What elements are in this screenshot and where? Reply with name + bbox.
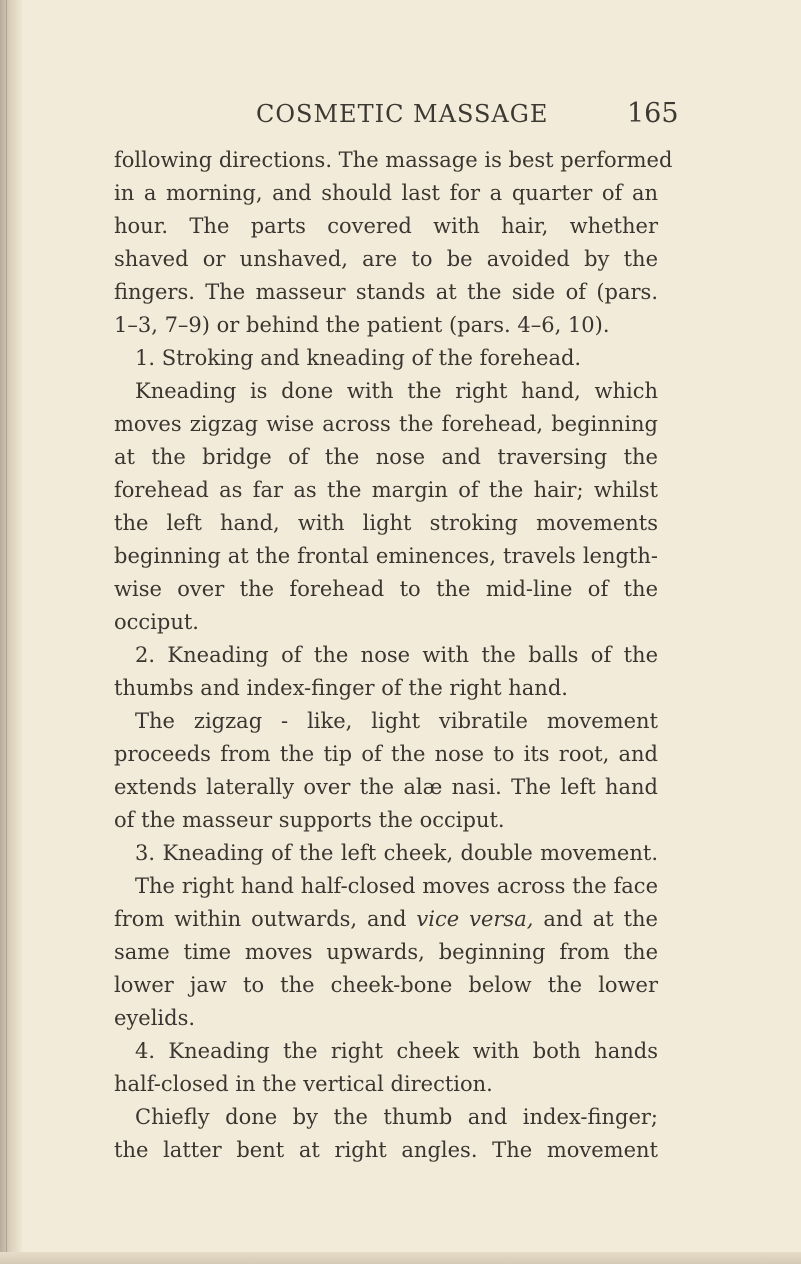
text-line: 1–3, 7–9) or behind the patient (pars. 4–6, 10). bbox=[114, 313, 610, 337]
binding-line bbox=[6, 0, 7, 1264]
text-line: The zigzag - like, light vibratile movement bbox=[135, 709, 658, 733]
text-line: proceeds from the tip of the nose to its root, and bbox=[114, 742, 658, 766]
text-line: at the bridge of the nose and traversing the bbox=[114, 445, 658, 469]
section-heading: 1. Stroking and kneading of the forehead. bbox=[135, 346, 582, 370]
text-line: eyelids. bbox=[114, 1006, 196, 1030]
running-head: COSMETIC MASSAGE bbox=[256, 100, 549, 128]
page-number: 165 bbox=[627, 98, 679, 129]
text-line: half-closed in the vertical direction. bbox=[114, 1072, 493, 1096]
text-line: the left hand, with light stroking movements bbox=[114, 511, 658, 535]
text-line: lower jaw to the cheek-bone below the lower bbox=[114, 973, 658, 997]
italic-phrase: vice versa, bbox=[416, 907, 534, 931]
page-header bbox=[0, 92, 801, 132]
text-line: same time moves upwards, beginning from the bbox=[114, 940, 658, 964]
page-bottom-edge bbox=[0, 1252, 801, 1264]
text-line: moves zigzag wise across the forehead, beginning bbox=[114, 412, 658, 436]
text-line: forehead as far as the margin of the hair; whilst bbox=[114, 478, 658, 502]
text-line: hour. The parts covered with hair, whether bbox=[114, 214, 658, 238]
text-line: in a morning, and should last for a quarter of an bbox=[114, 181, 658, 205]
section-heading: 3. Kneading of the left cheek, double movement. bbox=[135, 841, 658, 865]
text-line: beginning at the frontal eminences, travels length- bbox=[114, 544, 658, 568]
text-line: Kneading is done with the right hand, which bbox=[135, 379, 658, 403]
text-segment: from within outwards, and bbox=[114, 907, 407, 931]
text-segment: and at the bbox=[543, 907, 658, 931]
text-line-with-italic bbox=[114, 903, 658, 936]
section-heading: 2. Kneading of the nose with the balls of the bbox=[135, 643, 658, 667]
text-line: the latter bent at right angles. The movement bbox=[114, 1138, 658, 1162]
text-line: of the masseur supports the occiput. bbox=[114, 808, 505, 832]
text-line: thumbs and index-finger of the right hand. bbox=[114, 676, 568, 700]
text-line: Chiefly done by the thumb and index-finger; bbox=[135, 1105, 658, 1129]
book-spine-shadow bbox=[0, 0, 22, 1264]
text-line: occiput. bbox=[114, 610, 199, 634]
text-line: shaved or unshaved, are to be avoided by the bbox=[114, 247, 658, 271]
text-line: The right hand half-closed moves across the face bbox=[135, 874, 658, 898]
text-line: following directions. The massage is best performed bbox=[114, 148, 673, 172]
text-line: wise over the forehead to the mid-line of the bbox=[114, 577, 658, 601]
section-heading: 4. Kneading the right cheek with both hands bbox=[135, 1039, 658, 1063]
text-line: extends laterally over the alæ nasi. The left hand bbox=[114, 775, 658, 799]
text-line: fingers. The masseur stands at the side of (pars. bbox=[114, 280, 658, 304]
body-text bbox=[114, 144, 673, 1167]
